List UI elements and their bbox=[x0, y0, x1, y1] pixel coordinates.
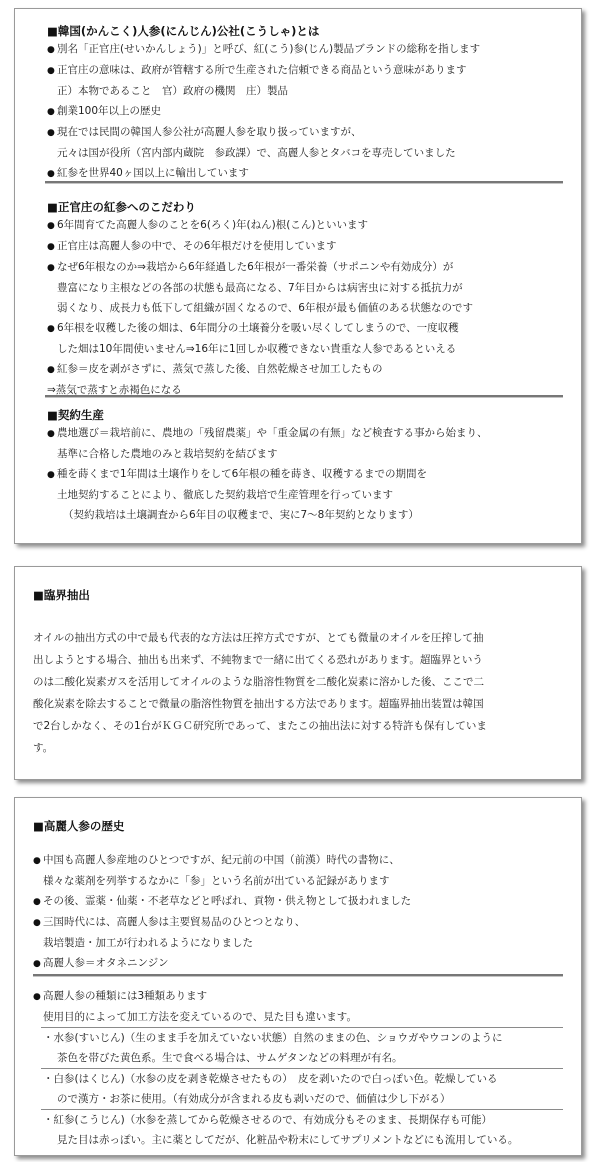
list-item: ● 6年間育てた高麗人参のことを6(ろく)年(ねん)根(こん)といいます bbox=[47, 215, 563, 236]
section-heading: ■高麗人参の歴史 bbox=[33, 819, 125, 833]
section-kgc-about bbox=[47, 23, 563, 184]
paragraph-line: す。 bbox=[33, 742, 54, 754]
extraction-paragraph bbox=[33, 627, 557, 759]
type-item-koujin: ・紅参(こうじん)（水参を蒸してから乾燥させるので、有効成分もそのまま、長期保存も可能） bbox=[43, 1114, 492, 1126]
list-item: ● 現在では民間の韓国人参公社が高麗人参を取り扱っていますが、 bbox=[47, 122, 563, 143]
ginseng-types bbox=[33, 986, 563, 1150]
section-divider bbox=[45, 395, 563, 398]
list-item: ● 農地選び＝栽培前に、農地の「残留農薬」や「重金属の有無」など検査する事から始まり、 bbox=[47, 423, 563, 444]
list-item-continuation: した畑は10年間使いません⇒16年に1回しか収穫できない貴重な人参であるといえる bbox=[57, 343, 457, 355]
section-divider bbox=[45, 181, 563, 184]
info-panel-history bbox=[14, 797, 582, 1156]
section-heading: ■臨界抽出 bbox=[33, 588, 90, 602]
list-item: ● 種を蒔くまで1年間は土壌作りをして6年根の種を蒔き、収穫するまでの期間を bbox=[47, 464, 563, 485]
list-item: ● 創業100年以上の歴史 bbox=[47, 101, 563, 122]
history-list bbox=[33, 850, 563, 974]
list-item: ● 紅参＝皮を剥がさずに、蒸気で蒸した後、自然乾燥させ加工したもの bbox=[47, 359, 563, 380]
list-item: ● その後、霊薬・仙薬・不老草などと呼ばれ、貢物・供え物として扱われました bbox=[33, 891, 563, 912]
paragraph-line: オイルの抽出方式の中で最も代表的な方法は圧搾方式ですが、とても微量のオイルを圧搾して抽 bbox=[33, 632, 484, 644]
type-item-koujin-detail: 見た目は赤っぽい。主に薬としてだが、化粧品や粉末にしてサプリメントなどにも流用している。 bbox=[57, 1134, 519, 1146]
list-item-continuation: 弱くなり、成長力も低下して組織が固くなるので、6年根が最も価値のある状態なのです bbox=[57, 302, 473, 314]
paragraph-line: 酸化炭素を除去することで微量の脂溶性物質を抽出する方法であります。超臨界抽出装置は韓国 bbox=[33, 698, 484, 710]
paragraph-line: のは二酸化炭素ガスを活用してオイルのような脂溶性物質を二酸化炭素に溶かした後、ここで二 bbox=[33, 676, 484, 688]
section-commitment bbox=[47, 199, 563, 400]
list-item: ● 高麗人参の種類には3種類あります bbox=[33, 986, 563, 1007]
list-item-continuation: 豊富になり主根などの各部の状態も最高になる、7年目からは病害虫に対する抵抗力が bbox=[57, 282, 463, 294]
type-item-hakujin-detail: ので漢方・お茶に使用。（有効成分が含まれる皮も剥いだので、価値は少し下がる） bbox=[57, 1093, 451, 1105]
info-panel-kgc bbox=[14, 8, 582, 544]
list-item: ● 正官庄は高麗人参の中で、その6年根だけを使用しています bbox=[47, 236, 563, 257]
list-item-continuation: 栽培製造・加工が行われるようになりました bbox=[43, 937, 253, 949]
section-heading: ■契約生産 bbox=[47, 408, 104, 422]
list-item: ● 紅参を世界40ヶ国以上に輸出しています bbox=[47, 163, 563, 184]
types-intro: 使用目的によって加工方法を変えているので、見た目も違います。 bbox=[43, 1011, 357, 1023]
section-contract bbox=[47, 407, 563, 525]
paragraph-line: 出しようとする場合、抽出も出来ず、不純物まで一緒に出てくる恐れがあります。超臨界という bbox=[33, 654, 483, 666]
section-heading: ■韓国(かんこく)人参(にんじん)公社(こうしゃ)とは bbox=[47, 24, 320, 38]
list-item: ● 正官庄の意味は、政府が管轄する所で生産された信頼できる商品という意味があります bbox=[47, 60, 563, 81]
list-item: ● なぜ6年根なのか⇒栽培から6年経過した6年根が一番栄養（サポニンや有効成分）が bbox=[47, 257, 563, 278]
paragraph-line: で2台しかなく、その1台がＫＧＣ研究所であって、またこの抽出法に対する特許も保有していま bbox=[33, 720, 487, 732]
list-item: ● 別名「正官庄(せいかんしょう)」と呼び、紅(こう)参(じん)製品ブランドの総称を指します bbox=[47, 39, 563, 60]
section-divider bbox=[33, 974, 563, 977]
list-note: ⇒蒸気で蒸すと赤褐色になる bbox=[47, 384, 182, 396]
list-item-continuation: 正）本物であること 官）政府の機関 庄）製品 bbox=[57, 85, 288, 97]
list-item-continuation: 基準に合格した農地のみと栽培契約を結びます bbox=[57, 448, 278, 460]
type-item-hakujin: ・白参(はくじん)（水参の皮を剥き乾燥させたもの） 皮を剥いたので白っぽい色。乾燥している bbox=[43, 1073, 498, 1085]
list-item: ● 中国も高麗人参産地のひとつですが、紀元前の中国（前漢）時代の書物に、 bbox=[33, 850, 563, 871]
list-item-continuation: （契約栽培は土壌調査から6年目の収穫まで、実に7～8年契約となります） bbox=[63, 509, 419, 521]
list-item: ● 高麗人参＝オタネニンジン bbox=[33, 953, 563, 974]
type-item-suijin-detail: 茶色を帯びた黄色系。生で食べる場合は、サムゲタンなどの料理が有名。 bbox=[57, 1052, 403, 1064]
list-item-continuation: 様々な薬剤を列挙するなかに「参」という名前が出ている記録があります bbox=[43, 875, 390, 887]
info-panel-extraction bbox=[14, 566, 582, 780]
list-item: ● 6年根を収穫した後の畑は、6年間分の土壌養分を吸い尽くしてしまうので、一度収穫 bbox=[47, 318, 563, 339]
section-heading: ■正官庄の紅参へのこだわり bbox=[47, 200, 196, 214]
list-item: ● 三国時代には、高麗人参は主要貿易品のひとつとなり、 bbox=[33, 912, 563, 933]
list-item-continuation: 元々は国が役所（宮内部内蔵院 参政課）で、高麗人参とタバコを専売していました bbox=[57, 147, 456, 159]
list-item-continuation: 土地契約することにより、徹底した契約栽培で生産管理を行っています bbox=[57, 489, 393, 501]
type-item-suijin: ・水参(すいじん)（生のまま手を加えていない状態）自然のままの色、ショウガやウコンのように bbox=[43, 1032, 503, 1044]
